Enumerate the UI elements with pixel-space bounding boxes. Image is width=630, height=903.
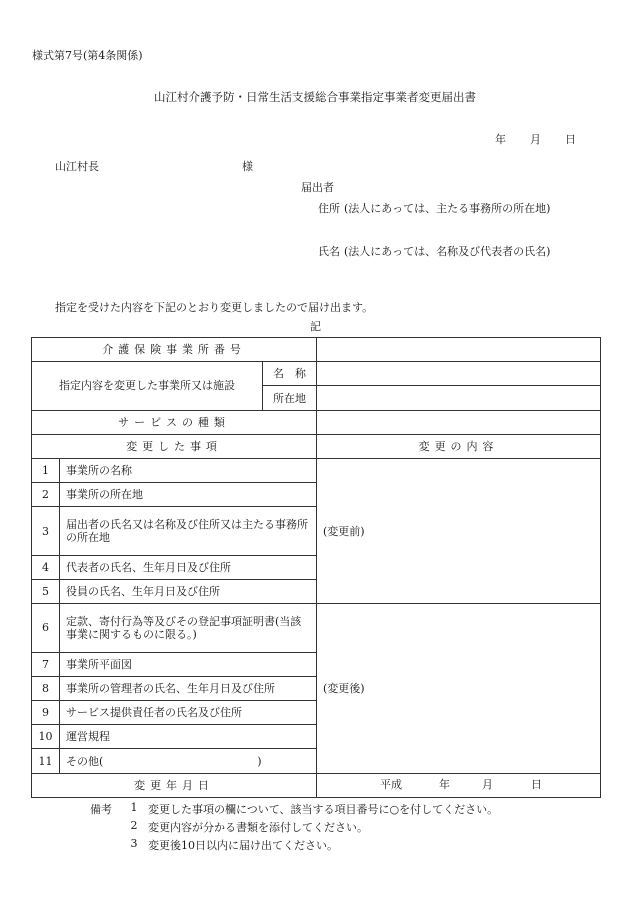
change-date-month: 月 [482, 778, 493, 792]
item-number: 6 [32, 604, 60, 652]
item-label: サービス提供責任者の氏名及び住所 [60, 701, 317, 725]
item-number: 10 [32, 725, 60, 749]
office-number-value[interactable] [317, 338, 601, 362]
change-date-year: 年 [439, 778, 450, 792]
item-label: 運営規程 [60, 725, 317, 749]
change-date-value[interactable] [317, 773, 601, 797]
intro-text: 指定を受けた内容を下記のとおり変更しましたので届け出ます。 [55, 301, 374, 314]
after-label: (変更後) [323, 681, 365, 695]
office-number-label: 介護保険事業所番号 [32, 338, 317, 362]
item-number: 5 [32, 580, 60, 604]
item-label[interactable]: その他( ) [60, 749, 317, 773]
list-item [90, 837, 498, 855]
list-item [90, 801, 498, 819]
date-year: 年 [495, 133, 506, 146]
facility-location-value[interactable] [317, 386, 601, 410]
item-label: 定款、寄付行為等及びその登記事項証明書(当該事業に関するものに限る。) [60, 604, 317, 652]
content-header: 変更の内容 [317, 434, 601, 458]
addressee-honorific: 様 [242, 160, 253, 173]
facility-name-label: 名 称 [263, 362, 317, 386]
note-number: 1 [130, 801, 138, 814]
item-label: 役員の氏名、生年月日及び住所 [60, 580, 317, 604]
item-number: 9 [32, 701, 60, 725]
form-number: 様式第7号(第4条関係) [32, 49, 143, 62]
service-type-label: サービスの種類 [32, 410, 317, 434]
item-label: 事業所の所在地 [60, 483, 317, 507]
item-number: 7 [32, 652, 60, 676]
note-text: 変更内容が分かる書類を添付してください。 [148, 821, 368, 834]
notifier-address-label: 住所 [318, 202, 340, 215]
note-text: 変更した事項の欄について、該当する項目番号に○を付してください。 [148, 803, 499, 816]
item-number: 1 [32, 459, 60, 483]
note-text: 変更後10日以内に届け出てください。 [148, 839, 338, 852]
notifier-address-note: (法人にあっては、主たる事務所の所在地) [344, 202, 551, 215]
item-label: 代表者の氏名、生年月日及び住所 [60, 555, 317, 579]
item-label: 事業所の名称 [60, 459, 317, 483]
before-label: (変更前) [323, 524, 365, 538]
changed-facility-label: 指定内容を変更した事業所又は施設 [32, 362, 263, 410]
note-number: 3 [130, 837, 138, 850]
date-month: 月 [530, 133, 541, 146]
change-date-day: 日 [531, 778, 542, 792]
notes-section [90, 801, 498, 855]
form-title: 山江村介護予防・日常生活支援総合事業指定事業者変更届出書 [154, 90, 476, 104]
item-label: 事業所の管理者の氏名、生年月日及び住所 [60, 676, 317, 700]
item-label: 届出者の氏名又は名称及び住所又は主たる事務所の所在地 [60, 507, 317, 555]
notifier-name-note: (法人にあっては、名称及び代表者の氏名) [344, 245, 551, 258]
item-number: 2 [32, 483, 60, 507]
item-number: 4 [32, 555, 60, 579]
items-header: 変更した事項 [32, 434, 317, 458]
ki-mark: 記 [310, 320, 321, 333]
list-item [90, 819, 498, 837]
addressee-name: 山江村長 [55, 160, 99, 173]
change-date-label: 変更年月日 [32, 773, 317, 797]
item-number: 11 [32, 749, 60, 773]
date-day: 日 [565, 133, 576, 146]
notes-label: 備考 [90, 803, 112, 816]
note-number: 2 [130, 819, 138, 832]
facility-location-label: 所在地 [263, 386, 317, 410]
before-content-cell[interactable] [317, 459, 601, 604]
service-type-value[interactable] [317, 410, 601, 434]
item-number: 8 [32, 676, 60, 700]
notifier-label: 届出者 [301, 181, 334, 194]
after-content-cell[interactable] [317, 604, 601, 773]
change-date-era: 平成 [380, 778, 402, 792]
notifier-name-label: 氏名 [318, 245, 340, 258]
item-number: 3 [32, 507, 60, 555]
table-row [32, 604, 601, 652]
table-row [32, 459, 601, 483]
item-label: 事業所平面図 [60, 652, 317, 676]
facility-name-value[interactable] [317, 362, 601, 386]
change-form-table [31, 337, 601, 798]
